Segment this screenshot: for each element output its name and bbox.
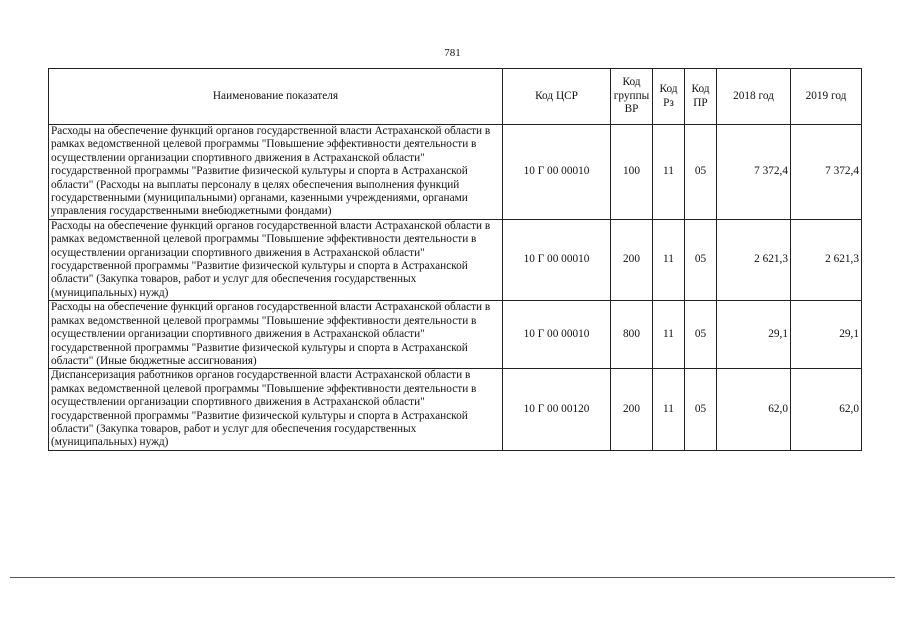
row-vr: 200	[611, 369, 653, 450]
header-2019: 2019 год	[791, 69, 862, 125]
page-divider	[10, 577, 895, 578]
row-2018: 2 621,3	[717, 219, 791, 300]
table-row	[49, 219, 862, 300]
page-number: 781	[444, 47, 461, 59]
row-2019: 7 372,4	[791, 125, 862, 220]
row-rz: 11	[653, 125, 685, 220]
row-name: Диспансеризация работников органов государственной власти Астраханской области в рамках ведомственной целевой программы "Повышение эффективности деятельности в осуществлении организации спортивного движения в Астраханской области" государственной программы "Развитие физической культуры и спорта в Астраханской области" (Закупка товаров, работ и услуг для обеспечения государственных (муниципальных) нужд)	[49, 369, 503, 450]
row-name: Расходы на обеспечение функций органов государственной власти Астраханской области в рамках ведомственной целевой программы "Повышение эффективности деятельности в осуществлении организации спортивного движения в Астраханской области" государственной программы "Развитие физической культуры и спорта в Астраханской области" (Закупка товаров, работ и услуг для обеспечения государственных (муниципальных) нужд)	[49, 219, 503, 300]
row-pr: 05	[685, 219, 717, 300]
row-rz: 11	[653, 219, 685, 300]
table-header-row	[49, 69, 862, 125]
row-name: Расходы на обеспечение функций органов государственной власти Астраханской области в рамках ведомственной целевой программы "Повышение эффективности деятельности в осуществлении организации спортивного движения в Астраханской области" государственной программы "Развитие физической культуры и спорта в Астраханской области" (Иные бюджетные ассигнования)	[49, 301, 503, 369]
row-pr: 05	[685, 369, 717, 450]
header-rz: Код Рз	[653, 69, 685, 125]
row-2019: 2 621,3	[791, 219, 862, 300]
row-pr: 05	[685, 301, 717, 369]
row-csr: 10 Г 00 00010	[503, 219, 611, 300]
row-csr: 10 Г 00 00120	[503, 369, 611, 450]
row-2018: 7 372,4	[717, 125, 791, 220]
row-name: Расходы на обеспечение функций органов государственной власти Астраханской области в рамках ведомственной целевой программы "Повышение эффективности деятельности в осуществлении организации спортивного движения в Астраханской области" государственной программы "Развитие физической культуры и спорта в Астраханской области" (Расходы на выплаты персоналу в целях обеспечения выполнения функций государственными (муниципальными) органами, казенными учреждениями, органами управления государственными внебюджетными фондами)	[49, 125, 503, 220]
header-vr: Код группы ВР	[611, 69, 653, 125]
row-pr: 05	[685, 125, 717, 220]
row-vr: 100	[611, 125, 653, 220]
row-csr: 10 Г 00 00010	[503, 125, 611, 220]
header-pr: Код ПР	[685, 69, 717, 125]
row-vr: 800	[611, 301, 653, 369]
table-row	[49, 125, 862, 220]
table-row	[49, 301, 862, 369]
header-2018: 2018 год	[717, 69, 791, 125]
row-2019: 62,0	[791, 369, 862, 450]
table-row	[49, 369, 862, 450]
header-name: Наименование показателя	[49, 69, 503, 125]
header-csr: Код ЦСР	[503, 69, 611, 125]
row-2018: 29,1	[717, 301, 791, 369]
row-csr: 10 Г 00 00010	[503, 301, 611, 369]
budget-table	[48, 68, 862, 451]
row-2018: 62,0	[717, 369, 791, 450]
row-rz: 11	[653, 301, 685, 369]
row-rz: 11	[653, 369, 685, 450]
row-vr: 200	[611, 219, 653, 300]
row-2019: 29,1	[791, 301, 862, 369]
